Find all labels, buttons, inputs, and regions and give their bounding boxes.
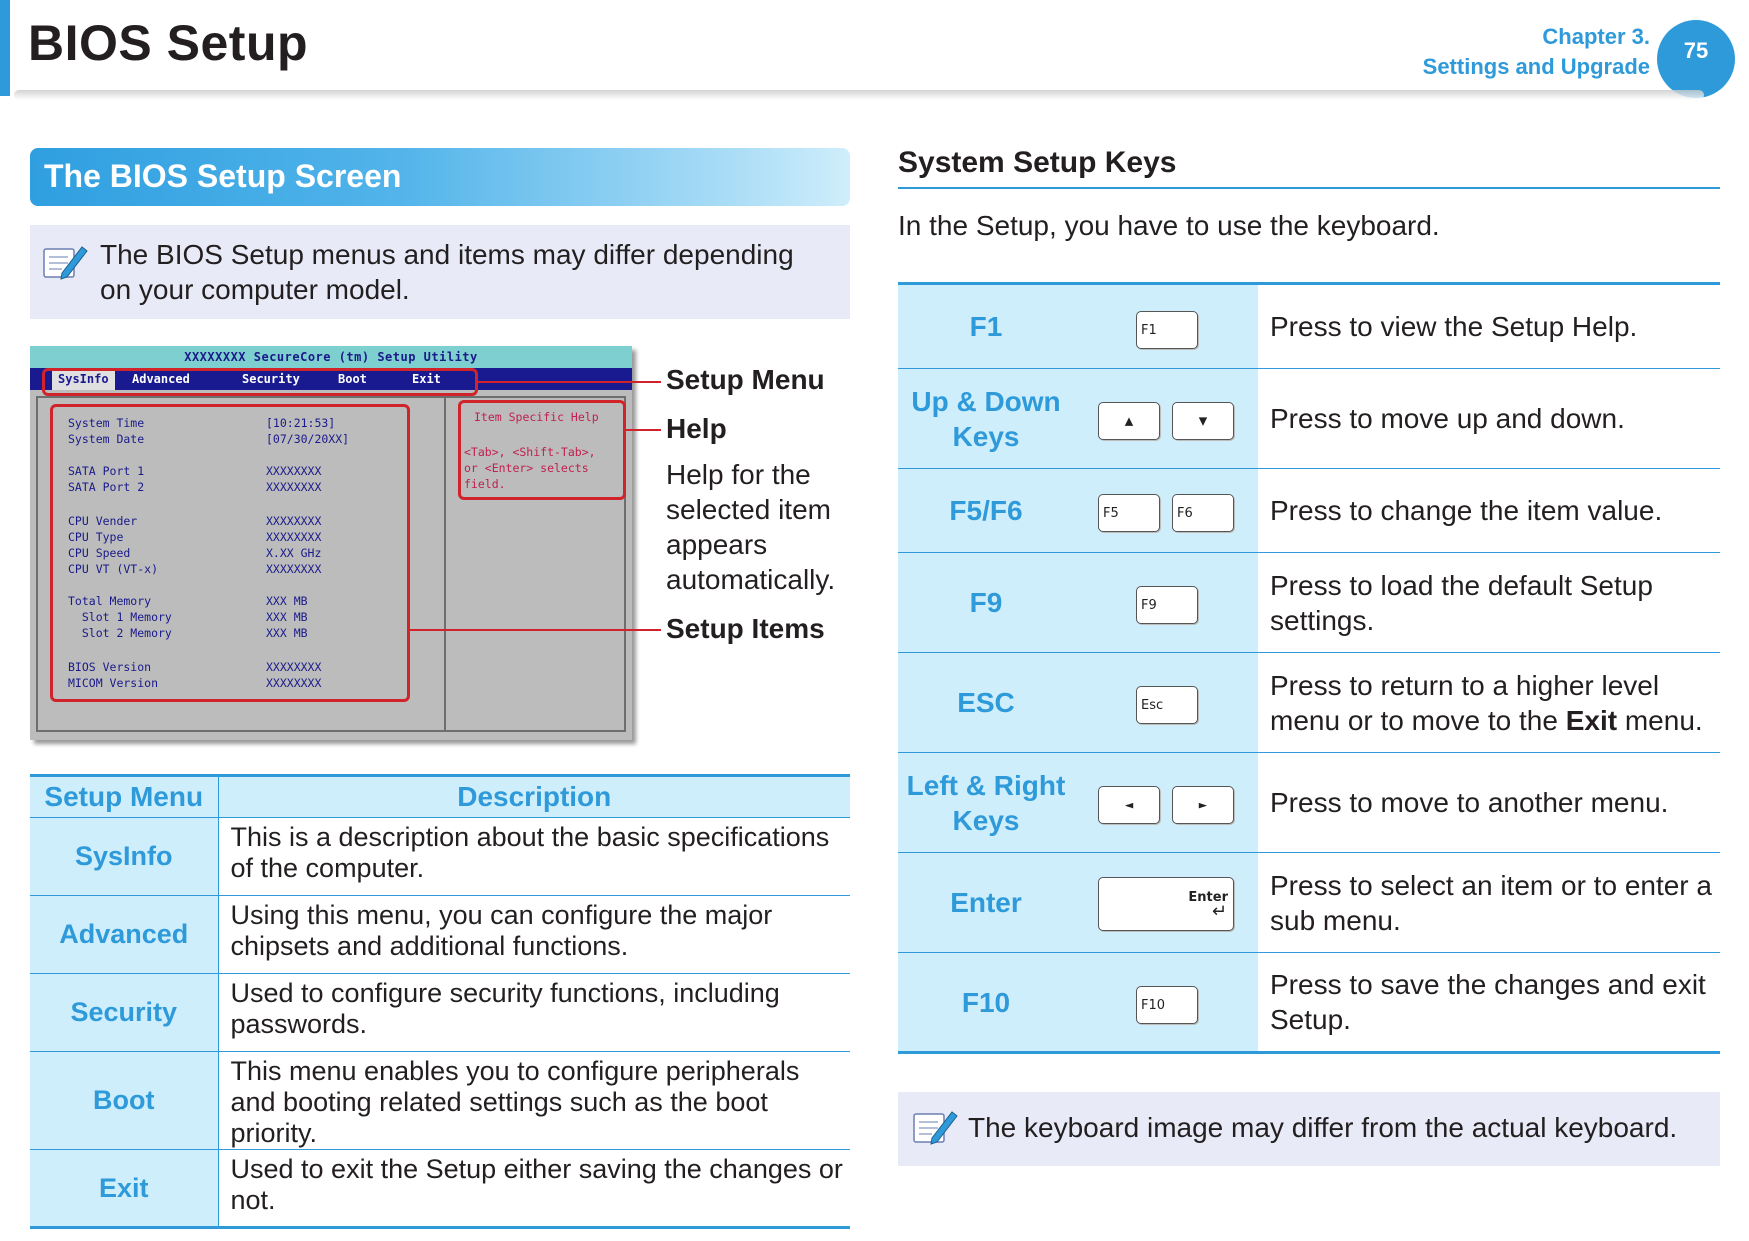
bios-menu-exit[interactable]: Exit (412, 372, 441, 386)
exit-menu-ref: Exit (1565, 704, 1618, 736)
menu-name: SysInfo (30, 818, 218, 896)
table-row (898, 369, 1720, 469)
key-description-text: menu. (1617, 704, 1703, 736)
bios-item-value[interactable]: [10:21:53] (266, 416, 336, 430)
menu-description: This is a description about the basic specifications of the computer. (218, 818, 850, 896)
f6-key-icon: F6 (1172, 494, 1234, 532)
bios-item-label: BIOS Version (68, 660, 152, 674)
bios-item-label: Slot 2 Memory (68, 626, 172, 640)
bios-item-label: CPU Vender (68, 514, 138, 528)
bios-item-label: Slot 1 Memory (68, 610, 172, 624)
bios-item-value: XXXXXXXX (266, 480, 322, 494)
page-title: BIOS Setup (28, 15, 309, 71)
help-callout-line (626, 429, 661, 431)
setup-keys-table (898, 282, 1720, 1054)
note-text: The BIOS Setup menus and items may differ depending on your computer model. (100, 239, 794, 305)
table-row (898, 653, 1720, 753)
note-pencil-icon (40, 241, 90, 283)
key-description: Press to load the default Setup settings. (1258, 553, 1720, 653)
setup-items-callout: Setup Items (666, 613, 825, 644)
bios-item-label: MICOM Version (68, 676, 159, 690)
down-arrow-key-icon: ▼ (1172, 402, 1234, 440)
key-image (1074, 853, 1258, 953)
bios-item-label[interactable]: System Time (68, 416, 145, 430)
key-description: Press to move to another menu. (1258, 753, 1720, 853)
bios-title-bar: XXXXXXXX SecureCore (tm) Setup Utility (30, 346, 632, 368)
keyboard-note-box (898, 1092, 1720, 1166)
table-row (898, 284, 1720, 369)
bios-item-value: XXX MB (266, 626, 308, 640)
table-header-row (30, 776, 850, 818)
note-text: The keyboard image may differ from the actual keyboard. (968, 1112, 1678, 1143)
bios-menu-advanced[interactable]: Advanced (132, 372, 190, 386)
key-description (1258, 653, 1720, 753)
bios-item-value: XXXXXXXX (266, 530, 322, 544)
bios-menu-sysinfo[interactable]: SysInfo (52, 368, 115, 390)
key-description: Press to move up and down. (1258, 369, 1720, 469)
bios-help-title: Item Specific Help (474, 410, 599, 424)
keys-section-divider (898, 187, 1720, 189)
key-description: Press to select an item or to enter a sub menu. (1258, 853, 1720, 953)
key-image (1074, 369, 1258, 469)
help-callout: Help (666, 413, 727, 444)
table-row (30, 896, 850, 974)
key-image (1074, 953, 1258, 1053)
bios-item-label: Total Memory (68, 594, 152, 608)
bios-item-value: XXX MB (266, 594, 308, 608)
bios-item-value[interactable]: XXXXXXXX (266, 562, 322, 576)
table-row (30, 1150, 850, 1228)
bios-item-value: XXXXXXXX (266, 514, 322, 528)
bios-item-label[interactable]: SATA Port 2 (68, 480, 145, 494)
bios-item-value[interactable]: [07/30/20XX] (266, 432, 350, 446)
f5-key-icon: F5 (1098, 494, 1160, 532)
key-name: ESC (898, 653, 1074, 753)
key-description-text: Press to return to a higher level menu or to move to the (1270, 669, 1660, 736)
bios-help-text: <Tab>, <Shift-Tab>, or <Enter> selects field. (464, 445, 596, 491)
right-arrow-key-icon: ► (1172, 786, 1234, 824)
table-row (898, 553, 1720, 653)
menu-description: Used to configure security functions, including passwords. (218, 974, 850, 1052)
keys-section-title: System Setup Keys (898, 146, 1177, 179)
note-box (30, 225, 850, 319)
bios-menu-boot[interactable]: Boot (338, 372, 367, 386)
key-image (1074, 469, 1258, 553)
bios-item-label[interactable]: SATA Port 1 (68, 464, 145, 478)
keys-intro: In the Setup, you have to use the keyboard. (898, 210, 1440, 241)
page-number: 75 (1657, 20, 1735, 98)
setup-items-highlight (50, 404, 410, 702)
bios-item-label: CPU Type (68, 530, 124, 544)
setup-menu-callout: Setup Menu (666, 364, 825, 395)
bios-divider (444, 396, 446, 732)
f1-key-icon: F1 (1136, 311, 1198, 349)
key-name: F9 (898, 553, 1074, 653)
esc-key-icon: Esc (1136, 686, 1198, 724)
menu-description: Using this menu, you can configure the major chipsets and additional functions. (218, 896, 850, 974)
table-row (898, 753, 1720, 853)
table-row (30, 1052, 850, 1150)
key-image (1074, 753, 1258, 853)
left-arrow-key-icon: ◄ (1098, 786, 1160, 824)
key-description: Press to save the changes and exit Setup. (1258, 953, 1720, 1053)
menu-name: Security (30, 974, 218, 1052)
bios-item-label: CPU Speed (68, 546, 131, 560)
key-name: F10 (898, 953, 1074, 1053)
table-row (898, 469, 1720, 553)
bios-item-value: XXXXXXXX (266, 464, 322, 478)
chapter-label (1423, 22, 1650, 82)
menu-name: Advanced (30, 896, 218, 974)
bios-menu-security[interactable]: Security (242, 372, 300, 386)
enter-key-icon: Enter ↵ (1098, 877, 1234, 931)
key-description: Press to change the item value. (1258, 469, 1720, 553)
table-header-menu: Setup Menu (30, 776, 218, 818)
key-description: Press to view the Setup Help. (1258, 284, 1720, 369)
table-row (30, 974, 850, 1052)
section-banner (30, 148, 850, 206)
help-callout-description: Help for the selected item appears automatically. (666, 459, 836, 595)
setup-menu-table (30, 774, 850, 1229)
table-row (30, 818, 850, 896)
setup-menu-callout-line (478, 381, 661, 383)
bios-item-value: XXXXXXXX (266, 676, 322, 690)
up-arrow-key-icon: ▲ (1098, 402, 1160, 440)
bios-item-value: X.XX GHz (266, 546, 322, 560)
key-image (1074, 553, 1258, 653)
menu-description: Used to exit the Setup either saving the changes or not. (218, 1150, 850, 1228)
key-name: Left & Right Keys (898, 753, 1074, 853)
section-title: The BIOS Setup Screen (44, 158, 402, 194)
note-pencil-icon (910, 1106, 960, 1148)
key-name: F5/F6 (898, 469, 1074, 553)
help-highlight (458, 400, 626, 500)
key-name: Enter (898, 853, 1074, 953)
table-header-description: Description (218, 776, 850, 818)
bios-item-value: XXX MB (266, 610, 308, 624)
table-row (898, 853, 1720, 953)
f9-key-icon: F9 (1136, 586, 1198, 624)
table-row (898, 953, 1720, 1053)
key-name: Up & Down Keys (898, 369, 1074, 469)
setup-items-callout-line (410, 629, 661, 631)
key-image (1074, 653, 1258, 753)
key-name: F1 (898, 284, 1074, 369)
bios-item-value: XXXXXXXX (266, 660, 322, 674)
chapter-number: Chapter 3. (1542, 24, 1650, 49)
header-divider (14, 90, 1704, 100)
menu-description: This menu enables you to configure peripherals and booting related settings such as the boot priority. (218, 1052, 850, 1150)
header-accent-bar (0, 0, 10, 96)
bios-item-label[interactable]: System Date (68, 432, 145, 446)
menu-name: Boot (30, 1052, 218, 1150)
setup-menu-highlight (42, 368, 478, 396)
key-image (1074, 284, 1258, 369)
f10-key-icon: F10 (1136, 986, 1198, 1024)
chapter-title: Settings and Upgrade (1422, 54, 1650, 79)
menu-name: Exit (30, 1150, 218, 1228)
bios-screenshot (30, 346, 632, 740)
bios-item-label[interactable]: CPU VT (VT-x) (68, 562, 159, 576)
